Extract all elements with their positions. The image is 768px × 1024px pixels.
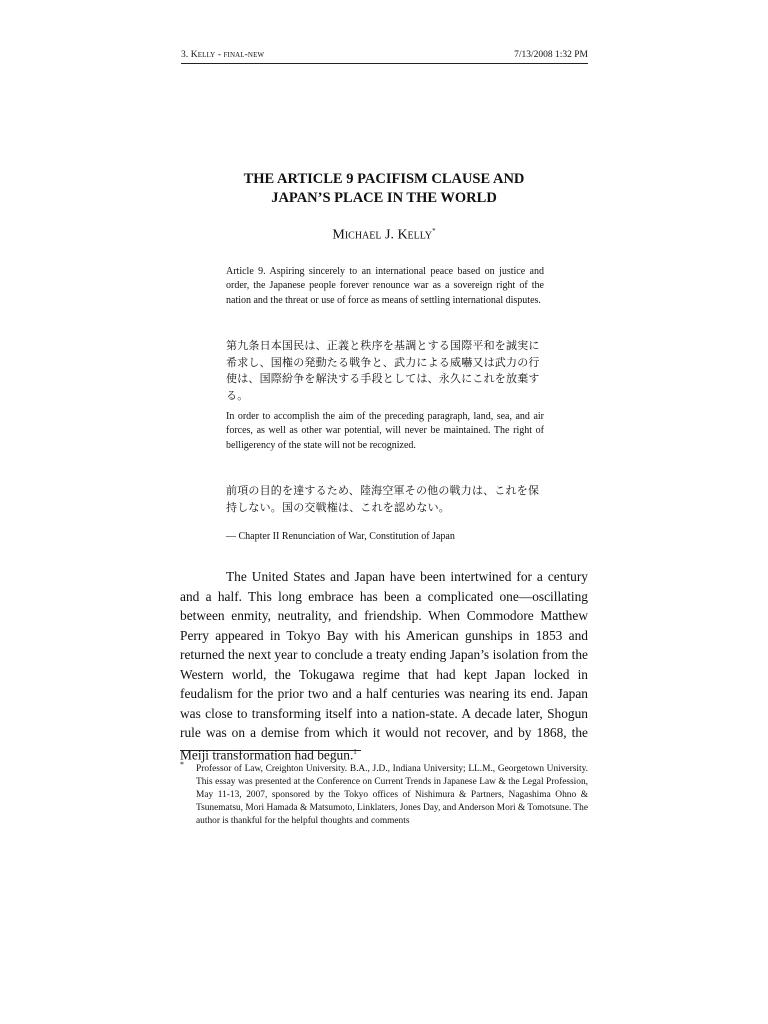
author-footnote: Professor of Law, Creighton University. B.A., J.D., Indiana University; LL.M., Georgetown University. This essay was presented at the Conference on Current Trends in Japanese Law & the Legal Profession, May 11-13, 2007, sponsored by the Tokyo offices of Nishimura & Partners, Nagashima Ohno & Tsunematsu, Mori Hamada & Matsumoto, Linklaters, Jones Day, and Anderson Mori & Tomotsune. The author is thankful for the helpful thoughts and comments [196,764,588,826]
epigraph-paragraph-2-jp: 前項の目的を達するため、陸海空軍その他の戦力は、これを保持しない。国の交戦権は、これを認めない。 [226,484,540,514]
footnote-mark: * [180,760,184,769]
footnote-divider [180,750,361,751]
article-title [180,170,588,208]
running-header [181,49,588,64]
author-name: Michael J. Kelly [332,227,433,243]
header-left: 3. Kelly - final-new [181,50,265,60]
title-line-2: JAPAN’S PLACE IN THE WORLD [271,190,497,206]
body-paragraph [180,567,588,764]
header-date: 7/13/2008 1:32 PM [514,50,588,60]
epigraph-paragraph-2-en: In order to accomplish the aim of the preceding paragraph, land, sea, and air forces, as well as other war potential, will never be maintained. The right of belligerency of the state will not be recognized. [226,411,544,451]
epigraph-source: — Chapter II Renunciation of War, Constitution of Japan [226,531,455,542]
author-footnote-mark: * [432,227,436,235]
author-byline [180,222,588,245]
body-paragraph-text: The United States and Japan have been intertwined for a century and a half. This long embrace has been a complicated one—oscillating between enmity, neutrality, and friendship. When Commodore Matthew Perry appeared in Tokyo Bay with his American gunships in 1853 and returned the next year to conclude a treaty ending Japan’s isolation from the Western world, the Tokugawa regime that had kept Japan locked in feudalism for the prior two and a half centuries was nearing its end. Japan was close to transforming itself into a nation-state. A decade later, Shogun rule was on a demise from which it would not recover, and by 1868, the Meiji transformation had begun. [180,569,588,762]
title-line-1: THE ARTICLE 9 PACIFISM CLAUSE AND [243,171,525,187]
epigraph-article-9-en: Article 9. Aspiring sincerely to an international peace based on justice and order, the Japanese people forever renounce war as a sovereign right of the nation and the threat or use of force as means of settling international disputes. [226,266,544,306]
epigraph-article-9-jp: 第九条日本国民は、正義と秩序を基調とする国際平和を誠実に希求し、国権の発動たる戦争と、武力による威嚇又は武力の行使は、国際紛争を解決する手段としては、永久にこれを放棄する。 [226,339,540,402]
footnote-reference: 1 [353,747,357,756]
